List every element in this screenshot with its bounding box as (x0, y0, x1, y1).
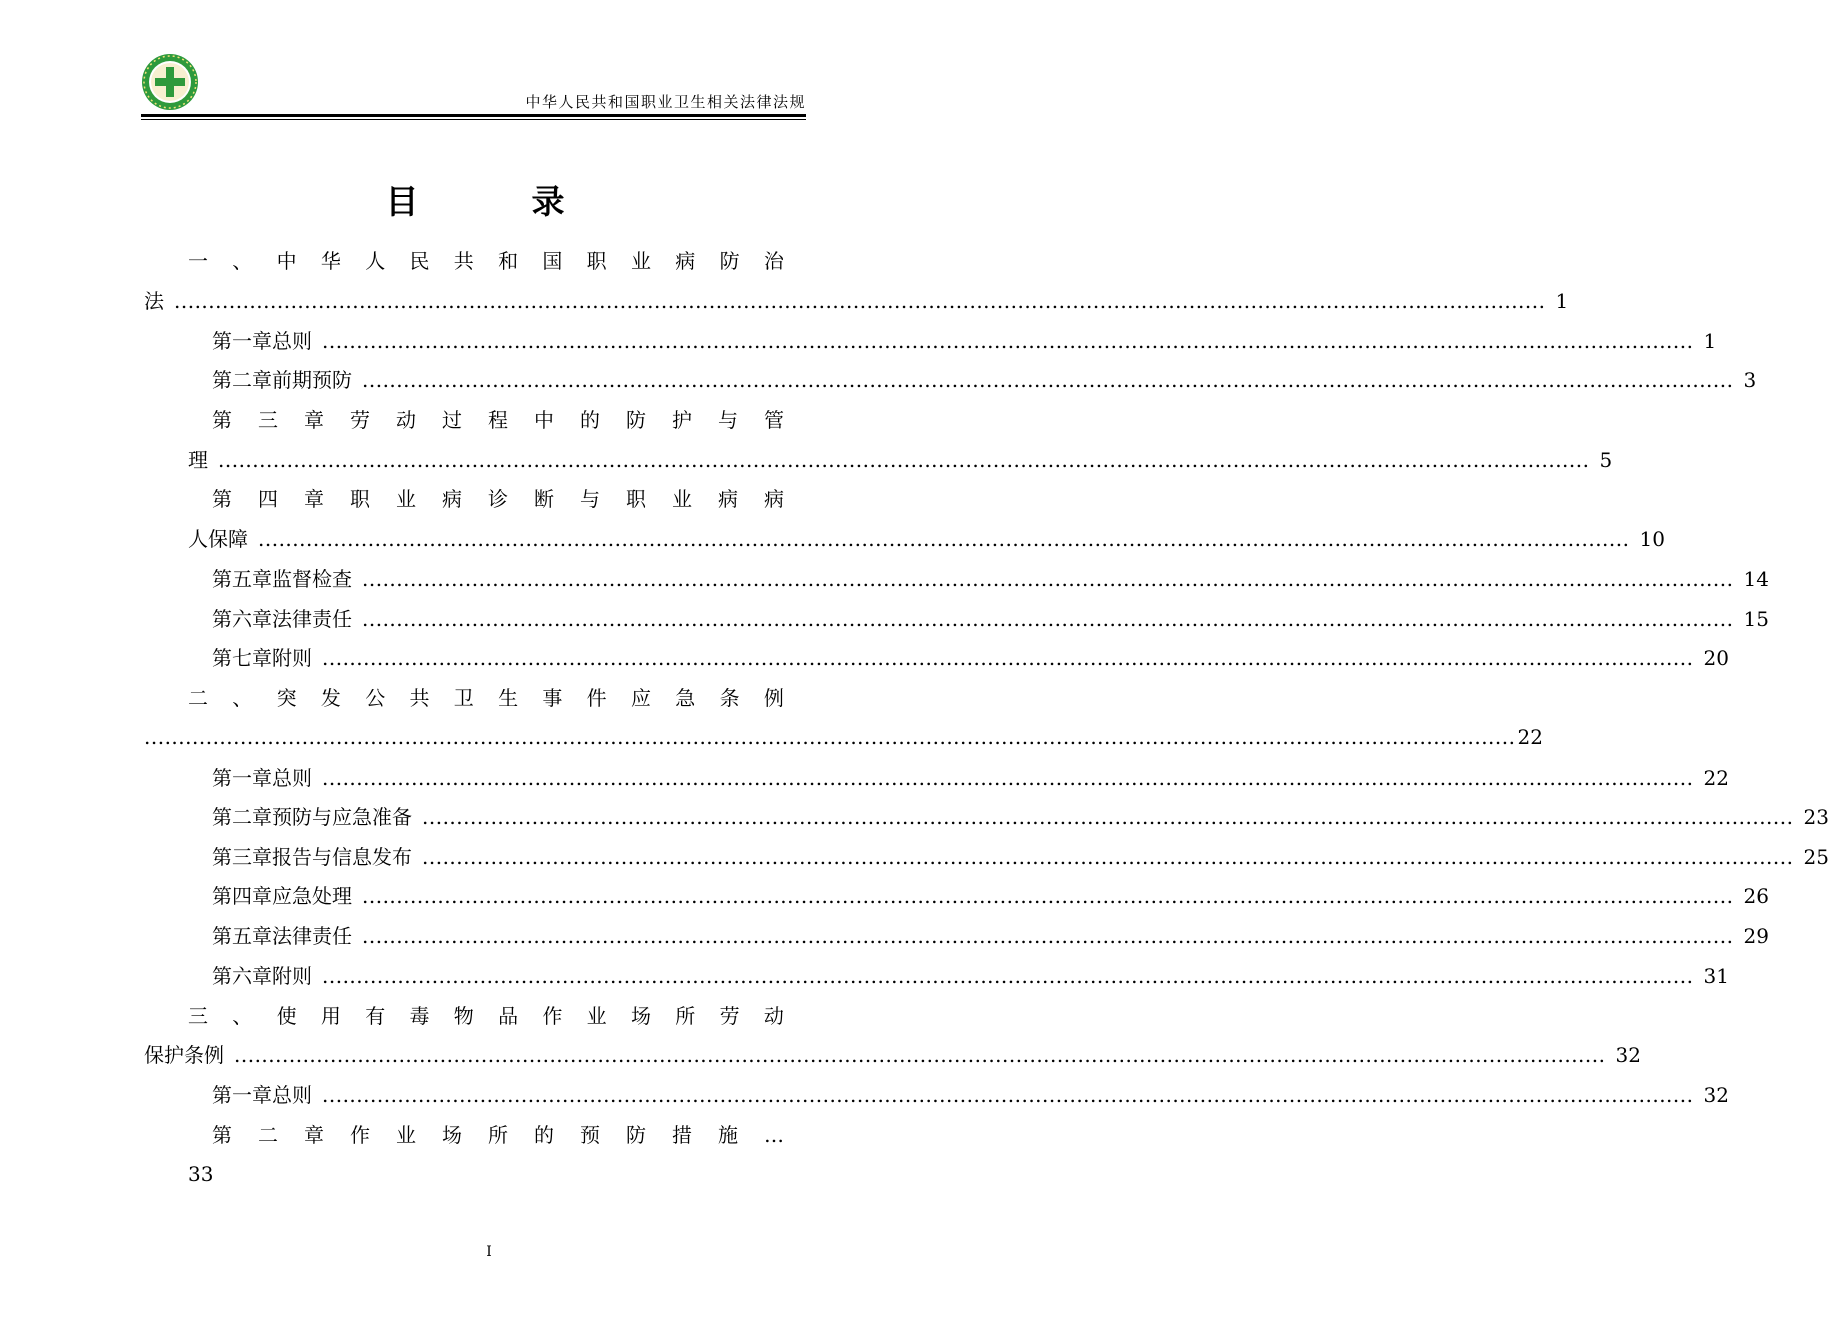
toc-leader-dots: ........................................................................................................................................................................................................ (362, 607, 1734, 631)
toc-leader-dots: ........................................................................................................................................................................................................ (218, 448, 1590, 472)
logo-cross-icon (141, 53, 199, 111)
toc-leader-dots: ........................................................................................................................................................................................................ (258, 527, 1630, 551)
toc-page-number: 25 (1803, 845, 1829, 869)
header-rule-thin (141, 119, 806, 120)
toc-leader-dots: ........................................................................................................................................................................................................ (144, 725, 1516, 749)
header-title: 中华人民共和国职业卫生相关法律法规 (525, 93, 806, 111)
toc-page-number: 1 (1555, 289, 1569, 313)
toc-chapter-label: 第 二 章 前 期 预 防 (212, 368, 352, 392)
toc-page-number: 23 (1803, 805, 1829, 829)
toc-page-number: 22 (1703, 766, 1729, 790)
toc-section-1-head[interactable]: 一 、 中 华 人 民 共 和 国 职 业 病 防 治 (188, 249, 784, 273)
toc-page-number: 22 (1517, 725, 1543, 749)
toc-chapter-label: 第 五 章 法 律 责 任 (212, 924, 352, 948)
toc-leader-dots: ........................................................................................................................................................................................................ (422, 805, 1794, 829)
toc-chapter-label: 第 七 章 附 则 (212, 646, 312, 670)
toc-chapter-row[interactable] (212, 640, 1729, 676)
toc-leader-dots: ........................................................................................................................................................................................................ (362, 924, 1734, 948)
toc-chapter-row[interactable] (212, 918, 1769, 954)
toc-page-number: 32 (1703, 1083, 1729, 1107)
toc-chapter-row[interactable] (212, 958, 1729, 994)
toc-chapter-head[interactable]: 第 二 章 作 业 场 所 的 预 防 措 施 … (212, 1123, 784, 1147)
toc-page-number: 29 (1743, 924, 1769, 948)
toc-chapter-tail-row[interactable] (188, 442, 1613, 478)
toc-chapter-row[interactable] (212, 760, 1729, 796)
toc-chapter-row[interactable] (212, 878, 1769, 914)
toc-chapter-label: 第 一 章 总 则 (212, 766, 312, 790)
toc-chapter-head[interactable]: 第 四 章 职 业 病 诊 断 与 职 业 病 病 (212, 487, 784, 511)
toc-title: 目 录 (385, 182, 605, 221)
toc-leader-dots: ........................................................................................................................................................................................................ (362, 567, 1734, 591)
toc-chapter-row[interactable] (212, 323, 1717, 359)
toc-leader-dots: ........................................................................................................................................................................................................ (174, 289, 1546, 313)
toc-leader-dots: ........................................................................................................................................................................................................ (322, 329, 1694, 353)
toc-leader-dots: ........................................................................................................................................................................................................ (362, 368, 1734, 392)
toc-chapter-label: 第 五 章 监 督 检 查 (212, 567, 352, 591)
toc-leader-dots: ........................................................................................................................................................................................................ (422, 845, 1794, 869)
toc-leader-dots: ........................................................................................................................................................................................................ (322, 766, 1694, 790)
toc-page-number: 1 (1703, 329, 1717, 353)
toc-section-1-tail-row[interactable] (144, 283, 1569, 319)
toc-chapter-row[interactable] (212, 601, 1769, 637)
header-rule-thick (141, 114, 806, 117)
toc-chapter-tail-row[interactable] (188, 521, 1665, 557)
toc-chapter-label: 第 三 章 报 告 与 信 息 发 布 (212, 845, 412, 869)
page-number-footer: I (486, 1244, 492, 1260)
toc-section-2-head[interactable]: 二 、 突 发 公 共 卫 生 事 件 应 急 条 例 (188, 686, 784, 710)
toc-chapter-row[interactable] (212, 362, 1757, 398)
toc-chapter-tail: 人 保 障 (188, 527, 248, 551)
toc-page-number: 20 (1703, 646, 1729, 670)
toc-chapter-label: 第 四 章 应 急 处 理 (212, 884, 352, 908)
toc-chapter-label: 第 六 章 法 律 责 任 (212, 607, 352, 631)
toc-leader-dots: ........................................................................................................................................................................................................ (322, 964, 1694, 988)
toc-page-number: 31 (1703, 964, 1729, 988)
toc-page-number: 3 (1743, 368, 1757, 392)
toc-chapter-label: 第 一 章 总 则 (212, 1083, 312, 1107)
toc-chapter-tail: 理 (188, 448, 208, 472)
toc-leader-dots: ........................................................................................................................................................................................................ (362, 884, 1734, 908)
toc-chapter-row[interactable] (212, 799, 1829, 835)
toc-chapter-label: 第 一 章 总 则 (212, 329, 312, 353)
toc-page-number: 15 (1743, 607, 1769, 631)
toc-page-number: 14 (1743, 567, 1769, 591)
toc-chapter-row[interactable] (212, 561, 1769, 597)
toc-chapter-row[interactable] (212, 1077, 1729, 1113)
toc-chapter-label: 第 六 章 附 则 (212, 964, 312, 988)
toc-page-number: 10 (1639, 527, 1665, 551)
toc-section-1-tail: 法 (144, 289, 164, 313)
toc-chapter-head[interactable]: 第 三 章 劳 动 过 程 中 的 防 护 与 管 (212, 408, 784, 432)
toc-chapter-row[interactable] (212, 839, 1829, 875)
toc-section-3-head[interactable]: 三 、 使 用 有 毒 物 品 作 业 场 所 劳 动 (188, 1004, 784, 1028)
toc-section-3-tail-row[interactable] (144, 1037, 1641, 1073)
toc-page-number: 32 (1615, 1043, 1641, 1067)
toc-leader-dots: ........................................................................................................................................................................................................ (322, 1083, 1694, 1107)
toc-leader-dots: ........................................................................................................................................................................................................ (322, 646, 1694, 670)
toc-chapter-label: 第 二 章 预 防 与 应 急 准 备 (212, 805, 412, 829)
toc-page-number: 26 (1743, 884, 1769, 908)
toc-leader-dots: ........................................................................................................................................................................................................ (234, 1043, 1606, 1067)
toc-page-number[interactable]: 33 (188, 1162, 214, 1186)
toc-section-3-tail: 保 护 条 例 (144, 1043, 224, 1067)
toc-section-2-tail-row[interactable] (144, 719, 1543, 755)
toc-page-number: 5 (1599, 448, 1613, 472)
